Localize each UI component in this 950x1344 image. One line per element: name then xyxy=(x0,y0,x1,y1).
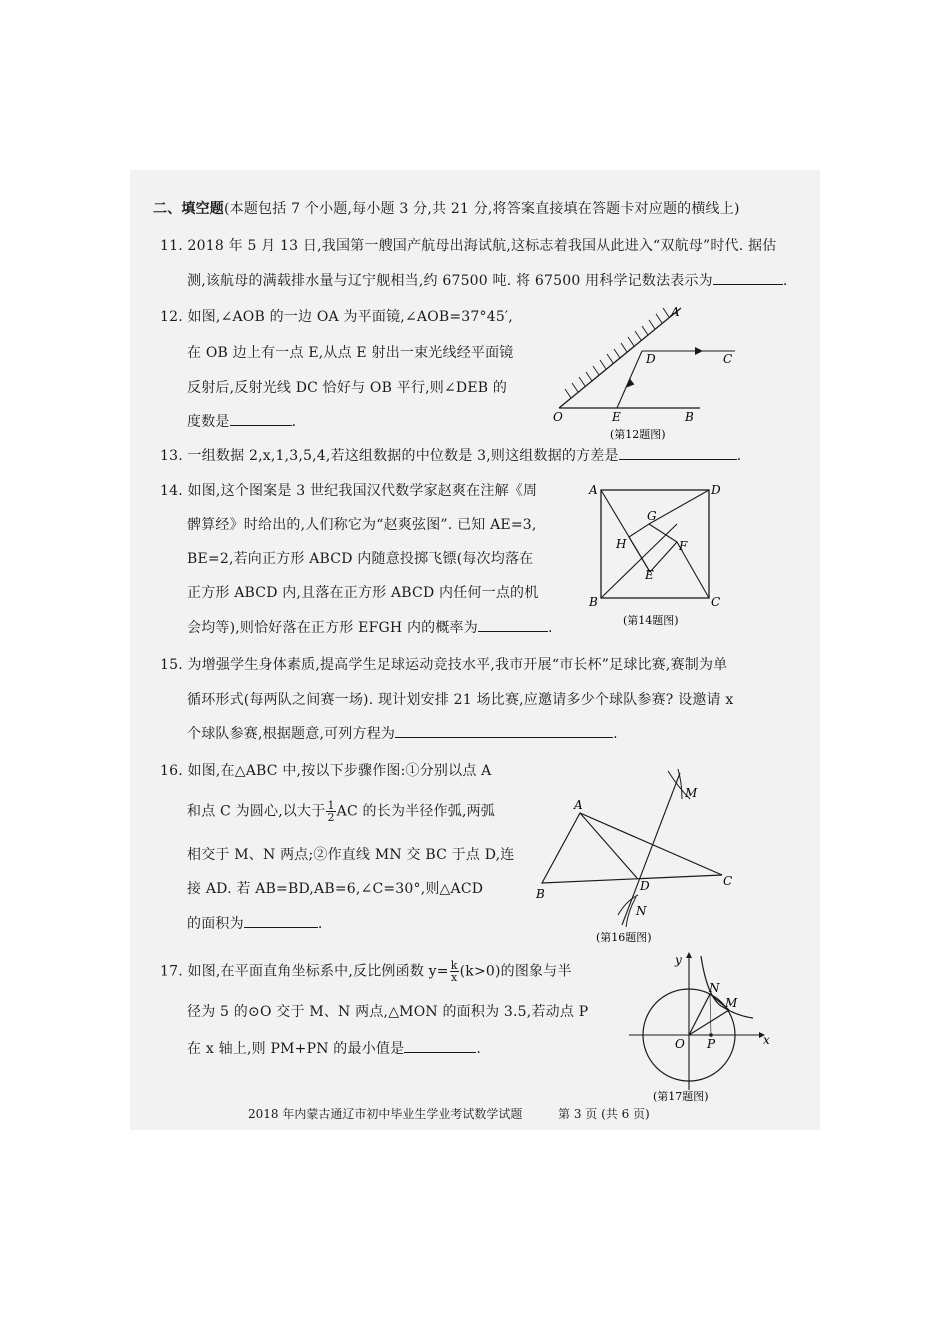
q16-line1: 16. 如图,在△ABC 中,按以下步骤作图:①分别以点 A xyxy=(160,763,492,779)
q15-line3-text: 个球队参赛,根据题意,可列方程为 xyxy=(187,726,396,742)
q14-line1: 14. 如图,这个图案是 3 世纪我国汉代数学家赵爽在注解《周 xyxy=(160,483,538,499)
section-title: 二、填空题 xyxy=(153,201,224,217)
q17-line1 xyxy=(160,960,572,983)
q16-figure xyxy=(530,765,750,955)
answer-blank xyxy=(244,915,318,928)
q17-line3-text: 在 x 轴上,则 PM+PN 的最小值是 xyxy=(187,1041,405,1057)
label-x: x xyxy=(763,1033,770,1047)
fraction-denominator: x xyxy=(450,971,458,984)
label-c: C xyxy=(723,352,733,366)
fraction-numerator: k xyxy=(450,959,458,972)
triangle-construction-diagram xyxy=(530,765,750,955)
zhao-shuang-diagram xyxy=(585,480,725,630)
q14-end: . xyxy=(547,620,553,636)
q12-end: . xyxy=(291,414,297,430)
q14-line4: 正方形 ABCD 内,且落在正方形 ABCD 内任何一点的机 xyxy=(187,585,539,601)
q13-line1 xyxy=(160,447,741,465)
q13-end: . xyxy=(736,448,742,464)
q16-end: . xyxy=(317,916,323,932)
label-c: C xyxy=(711,595,721,609)
q17-line1-end: (k>0)的图象与半 xyxy=(459,963,572,980)
label-d: D xyxy=(646,352,656,366)
label-a: A xyxy=(589,483,598,497)
answer-blank xyxy=(404,1040,476,1053)
label-p: P xyxy=(707,1037,716,1051)
footer-page-number: 第 3 页 (共 6 页) xyxy=(558,1107,650,1121)
label-f: F xyxy=(679,539,688,553)
q17-line3 xyxy=(187,1040,481,1058)
fraction-numerator: 1 xyxy=(327,799,335,812)
q12-line1: 12. 如图,∠AOB 的一边 OA 为平面镜,∠AOB=37°45′, xyxy=(160,309,513,325)
label-d: D xyxy=(640,879,650,893)
q14-line5 xyxy=(187,619,553,637)
label-m: M xyxy=(685,786,698,800)
q17-figure xyxy=(625,950,775,1110)
figure-caption: (第14题图) xyxy=(623,614,679,627)
label-b: B xyxy=(685,410,694,424)
label-h: H xyxy=(616,537,627,551)
answer-blank xyxy=(395,725,613,738)
q16-line5-text: 的面积为 xyxy=(187,916,244,932)
q11-end: . xyxy=(782,273,788,289)
label-d: D xyxy=(711,483,721,497)
q12-line3: 反射后,反射光线 DC 恰好与 OB 平行,则∠DEB 的 xyxy=(187,380,508,396)
label-b: B xyxy=(536,887,545,901)
q16-line2-end: AC 的长为半径作弧,两弧 xyxy=(336,803,495,820)
label-y: y xyxy=(675,953,682,967)
label-g: G xyxy=(647,509,657,523)
label-m: M xyxy=(725,996,738,1010)
q16-line2 xyxy=(187,800,495,823)
label-n: N xyxy=(709,981,720,995)
answer-blank xyxy=(230,413,292,426)
label-o: O xyxy=(675,1037,685,1051)
section-note: (本题包括 7 个小题,每小题 3 分,共 21 分,将答案直接填在答题卡对应题的横线上) xyxy=(224,201,740,217)
figure-caption: (第12题图) xyxy=(610,428,666,441)
fraction-half xyxy=(326,800,335,823)
q16-line5 xyxy=(187,915,322,933)
q14-line3: BE=2,若向正方形 ABCD 内随意投掷飞镖(每次均落在 xyxy=(187,551,534,567)
label-b: B xyxy=(589,595,598,609)
fraction-k-over-x xyxy=(450,960,459,983)
section-header xyxy=(153,200,740,218)
figure-caption: (第17题图) xyxy=(653,1090,709,1103)
label-o: O xyxy=(553,410,563,424)
answer-blank xyxy=(619,447,737,460)
q12-line2: 在 OB 边上有一点 E,从点 E 射出一束光线经平面镜 xyxy=(187,345,514,361)
q16-line2-start: 和点 C 为圆心,以大于 xyxy=(187,803,326,820)
q15-line2: 循环形式(每两队之间赛一场). 现计划安排 21 场比赛,应邀请多少个球队参赛? 设邀请 x xyxy=(187,692,734,708)
footer-exam-title: 2018 年内蒙古通辽市初中毕业生学业考试数学试题 xyxy=(248,1107,523,1121)
q11-line1: 11. 2018 年 5 月 13 日,我国第一艘国产航母出海试航,这标志着我国从此进入“双航母”时代. 据估 xyxy=(160,238,777,254)
label-c: C xyxy=(723,874,733,888)
answer-blank xyxy=(478,619,548,632)
q12-line4 xyxy=(187,413,296,431)
q11-line2 xyxy=(187,272,788,290)
q14-figure xyxy=(585,480,725,630)
q14-line2: 髀算经》时给出的,人们称它为“赵爽弦图”. 已知 AE=3, xyxy=(187,517,537,533)
q17-line1-start: 17. 如图,在平面直角坐标系中,反比例函数 y= xyxy=(160,963,449,980)
q16-line3: 相交于 M、N 两点;②作直线 MN 交 BC 于点 D,连 xyxy=(187,847,515,863)
q17-line2: 径为 5 的⊙O 交于 M、N 两点,△MON 的面积为 3.5,若动点 P xyxy=(187,1004,589,1020)
q15-end: . xyxy=(613,726,618,742)
q11-line2-text: 测,该航母的满载排水量与辽宁舰相当,约 67500 吨. 将 67500 用科学记数法表示为 xyxy=(187,273,713,289)
q12-line4-text: 度数是 xyxy=(187,414,230,430)
q15-line1: 15. 为增强学生身体素质,提高学生足球运动竞技水平,我市开展“市长杯”足球比赛,赛制为单 xyxy=(160,657,728,673)
label-e: E xyxy=(645,568,654,582)
q15-line3 xyxy=(187,725,618,743)
q14-line5-text: 会均等),则恰好落在正方形 EFGH 内的概率为 xyxy=(187,620,478,636)
fraction-denominator: 2 xyxy=(327,811,335,824)
q16-line4: 接 AD. 若 AB=BD,AB=6,∠C=30°,则△ACD xyxy=(187,881,484,897)
q17-end: . xyxy=(476,1041,481,1057)
q12-figure xyxy=(545,305,765,445)
figure-caption: (第16题图) xyxy=(596,931,652,944)
circle-hyperbola-diagram xyxy=(625,950,775,1110)
label-n: N xyxy=(636,904,647,918)
q13-line1-text: 13. 一组数据 2,x,1,3,5,4,若这组数据的中位数是 3,则这组数据的方差是 xyxy=(160,448,619,464)
answer-blank xyxy=(713,272,783,285)
label-e: E xyxy=(612,410,621,424)
mirror-reflection-diagram xyxy=(545,305,765,445)
page-footer xyxy=(248,1106,650,1122)
label-a: A xyxy=(574,798,583,812)
label-a: A xyxy=(671,305,680,319)
